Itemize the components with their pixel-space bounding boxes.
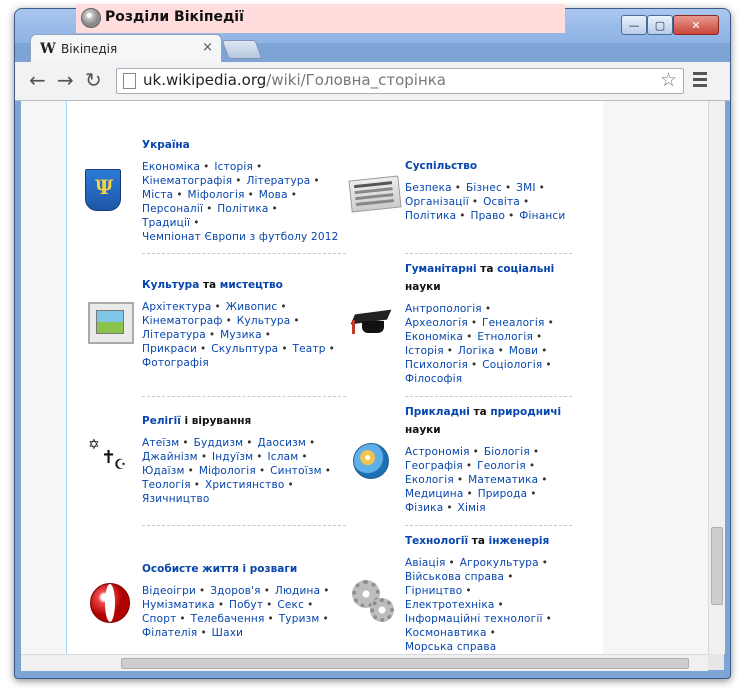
religious-symbols-icon: ✡ ✝ ☪	[88, 437, 127, 473]
topic-link[interactable]: Логіка	[457, 345, 495, 357]
divider	[405, 525, 572, 526]
topic-link[interactable]: Право	[470, 210, 506, 222]
bullet-separator: •	[199, 585, 206, 597]
topic-link[interactable]: Гірництво	[405, 585, 463, 597]
bullet-separator: •	[309, 437, 316, 449]
topic-link[interactable]: Хімія	[457, 502, 486, 514]
topic-link[interactable]: Інформаційні технології	[405, 613, 543, 625]
bullet-separator: •	[200, 343, 207, 355]
topic-link[interactable]: Атеїзм	[142, 437, 180, 449]
topic-link[interactable]: Театр	[292, 343, 326, 355]
bullet-separator: •	[528, 460, 536, 472]
vertical-scroll-thumb[interactable]	[711, 527, 723, 605]
bullet-separator: •	[446, 502, 453, 514]
bullet-separator: •	[324, 465, 331, 477]
bullet-separator: •	[471, 196, 479, 208]
menu-icon[interactable]	[693, 72, 707, 90]
topic-link[interactable]: Економіка	[142, 161, 201, 173]
browser-tab[interactable]	[30, 34, 222, 63]
divider	[142, 525, 346, 526]
section-title-science[interactable]	[405, 405, 580, 419]
section-links	[142, 300, 342, 370]
section-title-connector: та	[476, 263, 498, 275]
topic-link[interactable]: Туризм	[278, 613, 320, 625]
topic-link[interactable]: Фізика	[405, 502, 444, 514]
bullet-separator: •	[256, 451, 263, 463]
link-row	[142, 356, 342, 370]
topic-link[interactable]: Нумізматика	[142, 599, 215, 611]
bullet-separator: •	[182, 437, 189, 449]
link-row	[142, 450, 342, 464]
topic-link[interactable]: Географія	[405, 460, 463, 472]
topic-link[interactable]: Традиції	[142, 217, 191, 229]
newspaper-icon	[348, 175, 401, 212]
topic-link[interactable]: Іслам	[267, 451, 299, 463]
section-title-line2: науки	[405, 281, 441, 293]
section-title-link[interactable]: інженерія	[488, 535, 550, 547]
bullet-separator: •	[472, 446, 479, 458]
bullet-separator: •	[267, 613, 274, 625]
bullet-separator: •	[484, 303, 492, 315]
topic-link[interactable]: Бізнес	[465, 182, 502, 194]
bullet-separator: •	[246, 437, 253, 449]
tab-close-icon[interactable]: ×	[202, 40, 213, 55]
section-title-link[interactable]: соціальні	[497, 263, 555, 275]
section-humanities	[405, 262, 580, 386]
section-title-link[interactable]: мистецтво	[219, 279, 283, 291]
topic-link[interactable]: Освіта	[483, 196, 520, 208]
topic-link[interactable]: Природа	[477, 488, 528, 500]
topic-link[interactable]: Шахи	[211, 627, 244, 639]
bullet-separator: •	[235, 175, 242, 187]
topic-link[interactable]: Організації	[405, 196, 469, 208]
horizontal-scroll-thumb[interactable]	[121, 658, 689, 669]
topic-link[interactable]: Прикраси	[142, 343, 198, 355]
link-row	[142, 626, 342, 640]
bullet-separator: •	[497, 599, 504, 611]
back-icon[interactable]: ←	[29, 68, 46, 92]
link-row	[405, 358, 580, 372]
topic-link[interactable]: Електротехніка	[405, 599, 495, 611]
bullet-separator: •	[263, 585, 270, 597]
new-tab-button[interactable]	[222, 40, 263, 59]
divider	[405, 396, 572, 397]
section-title-link[interactable]: Україна	[142, 139, 190, 151]
bullet-separator: •	[280, 301, 287, 313]
link-row	[405, 330, 580, 344]
bullet-separator: •	[307, 599, 314, 611]
atom-icon	[353, 443, 389, 479]
divider	[142, 253, 346, 254]
minimize-button[interactable]: —	[621, 15, 647, 35]
topic-link[interactable]: Кінематограф	[142, 315, 223, 327]
topic-link[interactable]: Історія	[405, 345, 444, 357]
portal-header	[76, 4, 565, 33]
star-icon[interactable]: ☆	[659, 69, 677, 91]
bullet-separator: •	[203, 161, 210, 173]
link-row	[405, 640, 580, 654]
topic-link[interactable]: Теологія	[142, 479, 191, 491]
topic-link[interactable]: Морська справа	[405, 641, 497, 653]
bullet-separator: •	[504, 182, 512, 194]
topic-link[interactable]: Математика	[468, 474, 539, 486]
link-row	[405, 473, 580, 487]
topic-link[interactable]: Архітектура	[142, 301, 212, 313]
page-icon	[123, 73, 136, 89]
link-row	[142, 188, 342, 202]
section-links	[142, 584, 342, 640]
section-title-link[interactable]: Особисте життя і розваги	[142, 563, 298, 575]
link-row	[405, 626, 580, 640]
bullet-separator: •	[301, 451, 308, 463]
section-title-connector: та	[469, 406, 491, 418]
link-row	[405, 209, 580, 223]
link-row	[142, 584, 342, 598]
section-title-technology[interactable]	[405, 534, 580, 548]
topic-link[interactable]: Археологія	[405, 317, 468, 329]
topic-link[interactable]: Даосизм	[257, 437, 307, 449]
topic-link[interactable]: Побут	[229, 599, 264, 611]
topic-link[interactable]: Космонавтика	[405, 627, 487, 639]
section-title-link[interactable]: Суспільство	[405, 160, 478, 172]
topic-link[interactable]: Мови	[508, 345, 539, 357]
bullet-separator: •	[541, 474, 548, 486]
maximize-button[interactable]: ▢	[647, 15, 673, 35]
painting-icon	[88, 302, 134, 344]
topic-link[interactable]: Історія	[214, 161, 254, 173]
section-title-connector: та	[199, 279, 220, 291]
bullet-separator: •	[530, 488, 537, 500]
link-row	[405, 487, 580, 501]
wikimedia-globe-icon	[81, 8, 101, 28]
url-text[interactable]: uk.wikipedia.org/wiki/Головна_сторінка	[143, 71, 447, 89]
bullet-separator: •	[323, 585, 330, 597]
topic-link[interactable]: Соціологія	[482, 359, 543, 371]
topic-link[interactable]: Політика	[217, 203, 269, 215]
link-row	[142, 160, 342, 174]
link-row	[405, 612, 580, 626]
link-row	[142, 300, 342, 314]
link-row	[142, 314, 342, 328]
bullet-separator: •	[538, 182, 545, 194]
ukraine-coat-of-arms-icon	[85, 169, 121, 211]
topic-link[interactable]: Християнство	[205, 479, 285, 491]
horizontal-scrollbar[interactable]	[21, 654, 708, 671]
topic-link[interactable]: Музика	[220, 329, 262, 341]
bullet-separator: •	[545, 613, 552, 625]
topic-link[interactable]: Людина	[274, 585, 321, 597]
section-society	[405, 159, 580, 223]
topic-link[interactable]: Література	[246, 175, 311, 187]
bullet-separator: •	[497, 345, 504, 357]
topic-link[interactable]: Міфологія	[187, 189, 245, 201]
bullet-separator: •	[466, 331, 473, 343]
section-title-link[interactable]: природничі	[490, 406, 562, 418]
topic-link[interactable]: Етнологія	[477, 331, 534, 343]
topic-link[interactable]: Філософія	[405, 373, 463, 385]
bullet-separator: •	[217, 599, 225, 611]
topic-link[interactable]: Кінематографія	[142, 175, 233, 187]
bullet-separator: •	[193, 479, 200, 491]
section-title-personal[interactable]	[142, 562, 342, 576]
link-row	[142, 216, 342, 230]
close-window-button[interactable]: ✕	[673, 15, 719, 35]
topic-link[interactable]: Синтоїзм	[270, 465, 322, 477]
topic-link[interactable]: ЗМІ	[516, 182, 536, 194]
bullet-separator: •	[448, 557, 455, 569]
bullet-separator: •	[465, 460, 473, 472]
section-links	[405, 302, 580, 386]
topic-link[interactable]: Здоров'я	[210, 585, 261, 597]
reload-icon[interactable]: ↻	[85, 68, 102, 92]
topic-link[interactable]: Персоналії	[142, 203, 204, 215]
topic-link[interactable]: Мова	[258, 189, 288, 201]
bullet-separator: •	[470, 317, 478, 329]
section-links	[142, 436, 342, 506]
bullet-separator: •	[187, 465, 194, 477]
section-technology	[405, 534, 580, 654]
forward-icon[interactable]: →	[57, 68, 74, 92]
topic-link[interactable]: Література	[142, 329, 206, 341]
section-personal	[142, 562, 342, 640]
topic-link[interactable]: Астрономія	[405, 446, 470, 458]
page-right-margin	[603, 101, 708, 654]
topic-link[interactable]: Біологія	[483, 446, 530, 458]
topic-link[interactable]: Економіка	[405, 331, 464, 343]
bullet-separator: •	[271, 203, 278, 215]
bullet-separator: •	[322, 613, 329, 625]
bullet-separator: •	[522, 196, 530, 208]
bullet-separator: •	[225, 315, 232, 327]
ball-icon	[90, 583, 130, 623]
link-row	[142, 174, 342, 188]
bullet-separator: •	[206, 203, 213, 215]
topic-link[interactable]: Язичництво	[142, 493, 210, 505]
bullet-separator: •	[281, 343, 288, 355]
section-title-connector: та	[468, 535, 489, 547]
topic-link[interactable]: Секс	[277, 599, 305, 611]
topic-link[interactable]: Міфологія	[198, 465, 256, 477]
section-culture	[142, 278, 342, 370]
topic-link[interactable]: Культура	[236, 315, 291, 327]
divider	[142, 396, 346, 397]
topic-link[interactable]: Геологія	[477, 460, 526, 472]
bullet-separator: •	[208, 329, 216, 341]
bullet-separator: •	[489, 627, 496, 639]
topic-link[interactable]: Політика	[405, 210, 457, 222]
link-row	[142, 436, 342, 450]
link-row	[142, 612, 342, 626]
section-title-ukraine[interactable]	[142, 138, 342, 152]
link-row	[405, 584, 580, 598]
section-ukraine	[142, 138, 342, 244]
bullet-separator: •	[536, 331, 543, 343]
section-science	[405, 405, 580, 515]
bullet-separator: •	[264, 329, 271, 341]
section-title-link[interactable]: Культура	[142, 279, 200, 291]
link-row	[405, 344, 580, 358]
section-title-line2: науки	[405, 424, 441, 436]
link-row	[405, 181, 580, 195]
topic-link[interactable]: Психологія	[405, 359, 469, 371]
bullet-separator: •	[545, 359, 552, 371]
bullet-separator: •	[446, 345, 453, 357]
gears-icon	[352, 580, 394, 622]
link-row	[405, 570, 580, 584]
link-row	[142, 492, 342, 506]
link-row	[405, 316, 580, 330]
bullet-separator: •	[471, 359, 478, 371]
link-row	[405, 445, 580, 459]
bullet-separator: •	[532, 446, 540, 458]
link-row	[142, 230, 342, 244]
topic-link[interactable]: Буддизм	[193, 437, 244, 449]
topic-link[interactable]: Фотографія	[142, 357, 209, 369]
topic-link[interactable]: Медицина	[405, 488, 464, 500]
portal-header-title: Розділи Вікіпедії	[105, 9, 244, 25]
section-religion	[142, 414, 342, 506]
topic-link[interactable]: Безпека	[405, 182, 452, 194]
topic-link[interactable]: Відеоігри	[142, 585, 196, 597]
bullet-separator: •	[459, 210, 466, 222]
topic-link[interactable]: Джайнізм	[142, 451, 198, 463]
address-bar[interactable]	[116, 68, 684, 94]
bullet-separator: •	[508, 210, 515, 222]
section-links	[405, 445, 580, 515]
topic-link[interactable]: Індуїзм	[212, 451, 254, 463]
bullet-separator: •	[247, 189, 254, 201]
bullet-separator: •	[287, 479, 294, 491]
topic-link[interactable]: Скульптура	[211, 343, 279, 355]
link-row	[405, 302, 580, 316]
bullet-separator: •	[256, 161, 263, 173]
section-title-link[interactable]: Гуманітарні	[405, 263, 477, 275]
link-row	[405, 556, 580, 570]
wikipedia-favicon-icon: W	[40, 41, 56, 57]
graduation-cap-icon	[350, 304, 394, 340]
topic-link[interactable]: Чемпіонат Європи з футболу 2012	[142, 231, 339, 243]
topic-link[interactable]: Екологія	[405, 474, 454, 486]
link-row	[405, 598, 580, 612]
link-row	[405, 459, 580, 473]
bullet-separator: •	[258, 465, 266, 477]
bullet-separator: •	[547, 317, 554, 329]
bullet-separator: •	[179, 613, 186, 625]
bullet-separator: •	[466, 488, 473, 500]
topic-link[interactable]: Живопис	[225, 301, 278, 313]
divider	[405, 253, 572, 254]
topic-link[interactable]: Військова справа	[405, 571, 505, 583]
bullet-separator: •	[200, 451, 208, 463]
bullet-separator: •	[541, 345, 548, 357]
bullet-separator: •	[266, 599, 273, 611]
section-title-link[interactable]: Технології	[405, 535, 469, 547]
section-title-culture[interactable]	[142, 278, 342, 292]
bullet-separator: •	[193, 217, 200, 229]
browser-toolbar	[15, 62, 730, 101]
section-title-link[interactable]: Прикладні	[405, 406, 470, 418]
topic-link[interactable]: Філателія	[142, 627, 198, 639]
topic-link[interactable]: Генеалогія	[482, 317, 545, 329]
bullet-separator: •	[541, 557, 548, 569]
topic-link[interactable]: Фінанси	[519, 210, 566, 222]
bullet-separator: •	[465, 585, 472, 597]
bullet-separator: •	[293, 315, 300, 327]
section-title-religion[interactable]	[142, 414, 342, 428]
tab-title: Вікіпедія	[61, 42, 118, 56]
link-row	[142, 202, 342, 216]
bullet-separator: •	[200, 627, 207, 639]
topic-link[interactable]: Спорт	[142, 613, 177, 625]
section-links	[142, 160, 342, 244]
link-row	[142, 328, 342, 342]
link-row	[405, 195, 580, 209]
section-title-link[interactable]: Релігії	[142, 415, 181, 427]
topic-link[interactable]: Агрокультура	[459, 557, 539, 569]
link-row	[142, 342, 342, 356]
bullet-separator: •	[328, 343, 335, 355]
topic-link[interactable]: Телебачення	[190, 613, 265, 625]
section-title-connector: і вірування	[180, 415, 252, 427]
bullet-separator: •	[176, 189, 183, 201]
link-row	[405, 501, 580, 515]
section-title-society[interactable]	[405, 159, 580, 173]
bullet-separator: •	[313, 175, 320, 187]
topic-link[interactable]: Авіація	[405, 557, 446, 569]
page-left-margin	[21, 101, 66, 654]
vertical-scrollbar[interactable]	[708, 101, 725, 654]
scrollbar-corner	[708, 654, 724, 670]
bullet-separator: •	[507, 571, 514, 583]
link-row	[142, 598, 342, 612]
section-title-humanities[interactable]	[405, 262, 580, 276]
link-row	[142, 478, 342, 492]
bullet-separator: •	[456, 474, 464, 486]
section-links	[405, 556, 580, 654]
topic-link[interactable]: Антропологія	[405, 303, 482, 315]
topic-link[interactable]: Міста	[142, 189, 174, 201]
bullet-separator: •	[290, 189, 297, 201]
bullet-separator: •	[454, 182, 461, 194]
section-links	[405, 181, 580, 223]
topic-link[interactable]: Юдаїзм	[142, 465, 185, 477]
link-row	[405, 372, 580, 386]
link-row	[142, 464, 342, 478]
bullet-separator: •	[214, 301, 221, 313]
